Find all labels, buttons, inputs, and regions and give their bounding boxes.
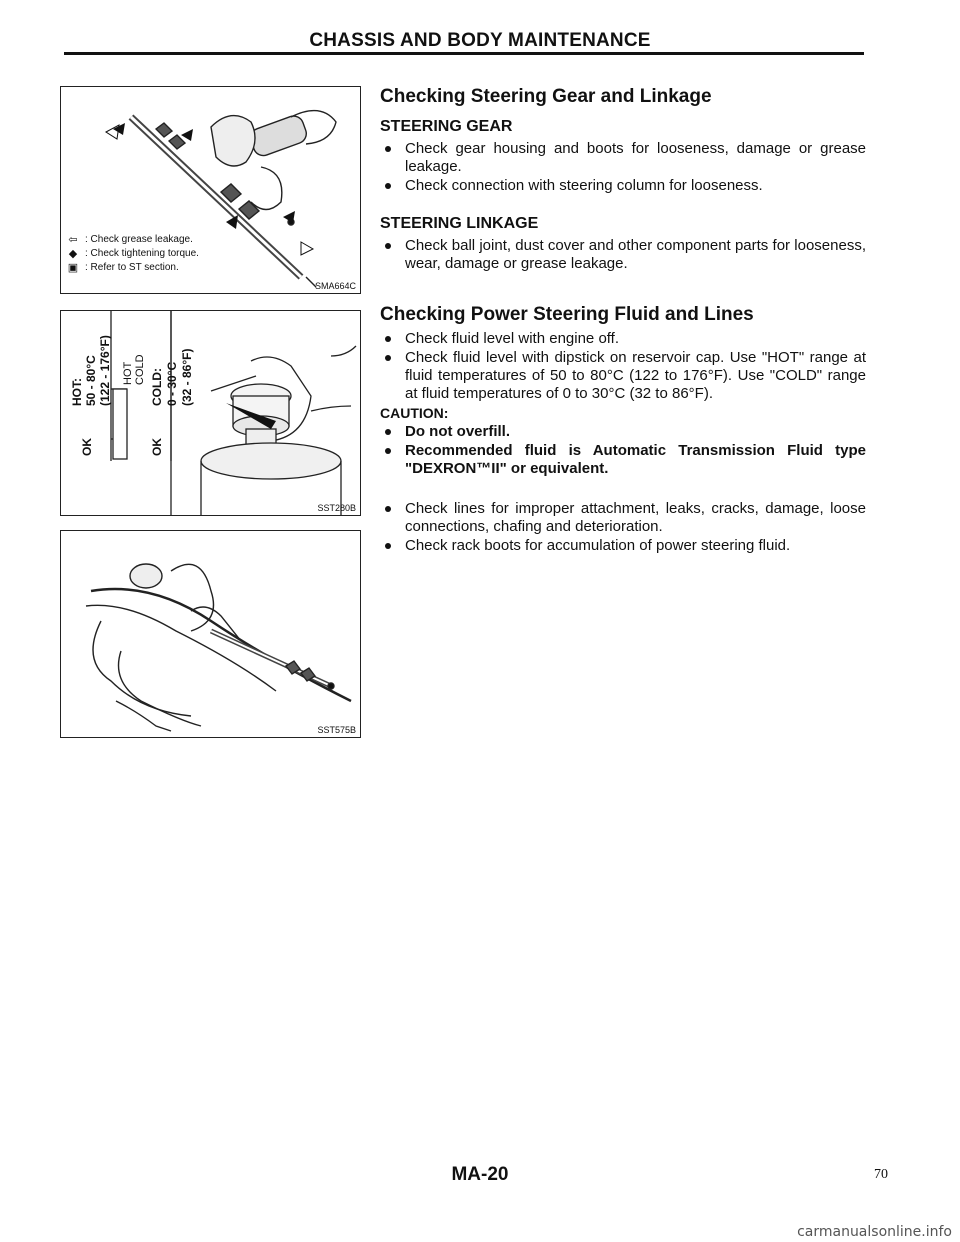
list-item: Check fluid level with dipstick on reservoir cap. Use "HOT" range at fluid temperatures of 50 to 80°C (122 to 176°F). Use "COLD" range at fluid temperatures of 0 to 30°C (32 to 86°F). bbox=[380, 349, 866, 403]
hot-celsius-label: 50 - 80°C bbox=[84, 355, 98, 406]
solid-arrow-icon: ◆ bbox=[68, 248, 78, 260]
list-item: Check rack boots for accumulation of power steering fluid. bbox=[380, 537, 866, 555]
hot-mark-label: HOT bbox=[122, 361, 134, 385]
dipstick-illustration bbox=[61, 311, 360, 515]
list-item: Recommended fluid is Automatic Transmission Fluid type "DEXRON™II" or equivalent. bbox=[380, 442, 866, 478]
list-item: Check connection with steering column for looseness. bbox=[380, 177, 866, 195]
ok-right-label: OK bbox=[150, 438, 164, 456]
subheading-steering-gear: STEERING GEAR bbox=[380, 118, 513, 135]
header-rule bbox=[64, 52, 864, 55]
cold-range-label: COLD: bbox=[150, 368, 164, 406]
section-power-steering-fluid bbox=[380, 304, 866, 556]
list-item: Do not overfill. bbox=[380, 423, 866, 441]
list-item: Check lines for improper attachment, leaks, cracks, damage, loose connections, chafing and deterioration. bbox=[380, 500, 866, 536]
figure-code: SMA664C bbox=[314, 281, 356, 291]
hot-fahrenheit-label: (122 - 176°F) bbox=[98, 335, 112, 406]
legend-text: : Check grease leakage. bbox=[85, 234, 193, 245]
cold-fahrenheit-label: (32 - 86°F) bbox=[180, 348, 194, 406]
figure-code: SST575B bbox=[317, 725, 356, 735]
outline-arrow-icon: ⇦ bbox=[68, 234, 78, 246]
page-footer: MA-20 bbox=[451, 1164, 509, 1185]
ok-left-label: OK bbox=[80, 438, 94, 456]
figure-steering-gear bbox=[60, 86, 361, 294]
legend-text: : Refer to ST section. bbox=[85, 262, 179, 273]
figure-legend bbox=[67, 233, 199, 275]
cold-mark-label: COLD bbox=[134, 354, 146, 385]
reference-icon: ▣ bbox=[67, 262, 79, 274]
section-steering-gear-linkage bbox=[380, 86, 866, 274]
section-title: Checking Steering Gear and Linkage bbox=[380, 86, 712, 107]
legend-item bbox=[67, 247, 199, 261]
list-item: Check ball joint, dust cover and other component parts for looseness, wear, damage or grease leakage. bbox=[380, 237, 866, 273]
section-title: Checking Power Steering Fluid and Lines bbox=[380, 304, 754, 325]
legend-item bbox=[67, 233, 199, 247]
hot-range-label: HOT: bbox=[70, 378, 84, 406]
list-item: Check fluid level with engine off. bbox=[380, 330, 866, 348]
legend-item bbox=[67, 261, 199, 275]
cold-celsius-label: 0 - 30°C bbox=[165, 361, 179, 406]
figure-code: SST280B bbox=[317, 503, 356, 513]
watermark: carmanualsonline.info bbox=[797, 1224, 952, 1240]
figure-dipstick bbox=[60, 310, 361, 516]
subheading-steering-linkage: STEERING LINKAGE bbox=[380, 215, 539, 232]
caution-label: CAUTION: bbox=[380, 405, 449, 421]
list-item: Check gear housing and boots for looseness, damage or grease leakage. bbox=[380, 140, 866, 176]
fluid-lines-illustration bbox=[61, 531, 360, 737]
figure-fluid-lines bbox=[60, 530, 361, 738]
legend-text: : Check tightening torque. bbox=[85, 248, 199, 259]
page-number: 70 bbox=[874, 1167, 888, 1182]
page-header: CHASSIS AND BODY MAINTENANCE bbox=[309, 30, 651, 51]
